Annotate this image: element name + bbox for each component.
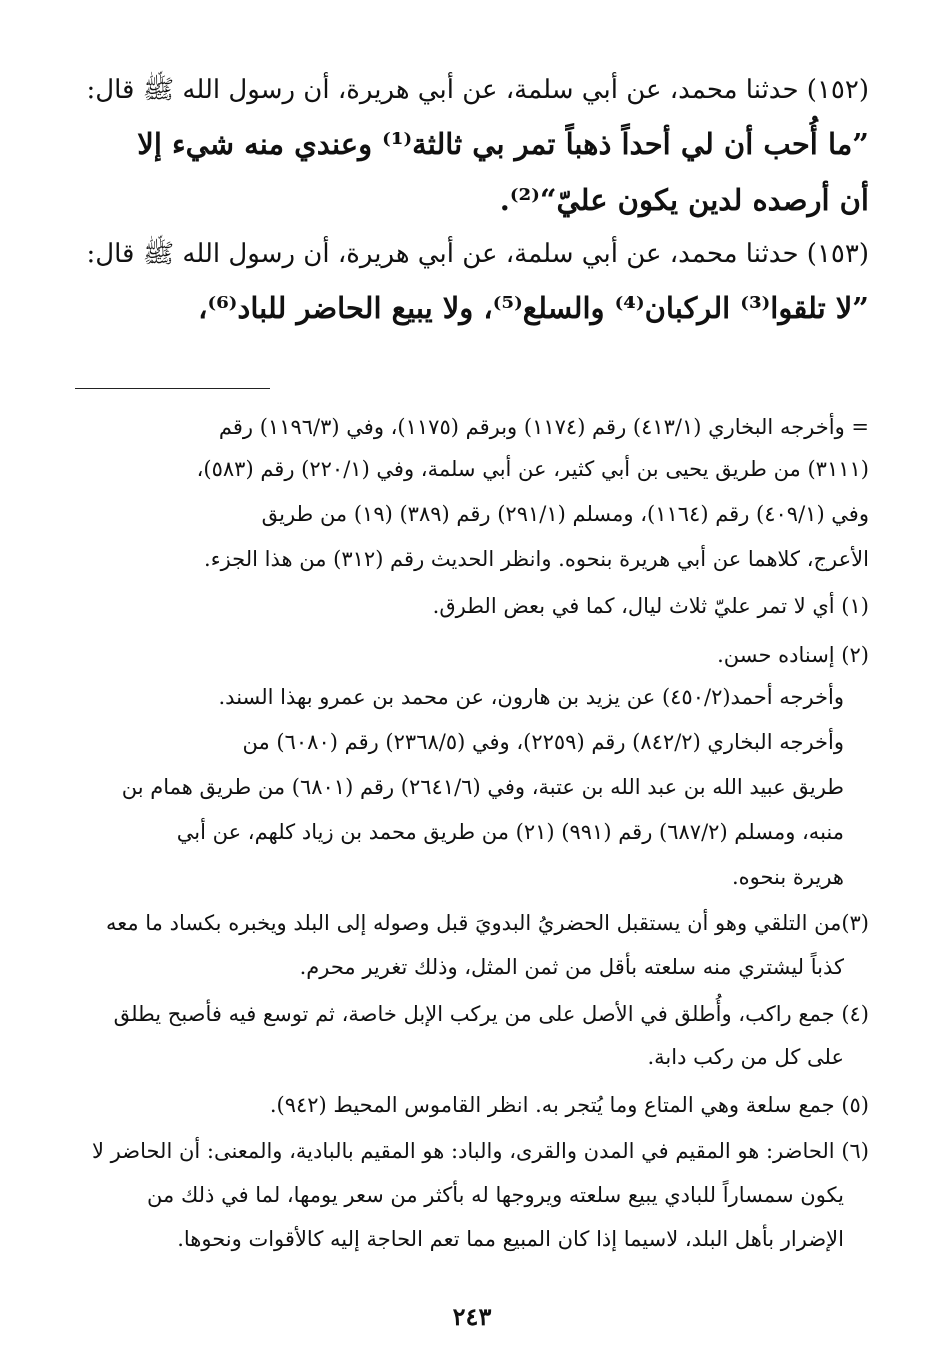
hadith-152-matn-end: أن أرصده لدين يكون عليّ“⁽²⁾.: [499, 183, 869, 217]
footnote-1: (١) أي لا تمر عليّ ثلاث ليال، كما في بعض الطرق.: [432, 594, 869, 618]
hadith-153-isnad: (١٥٣) حدثنا محمد، عن أبي سلمة، عن أبي هريرة، أن رسول الله ﷺ قال:: [86, 239, 869, 269]
footnote-continued-line: = وأخرجه البخاري (٤١٣/١) رقم (١١٧٤) وبرقم (١١٧٥)، وفي (١١٩٦/٣) رقم: [218, 415, 869, 439]
footnote-6-cont: يكون سمساراً للبادي يبيع سلعته ويروجها له بأكثر من سعر يومها، لما في ذلك من: [147, 1183, 844, 1207]
footnote-2-detail: منبه، ومسلم (٦٨٧/٢) رقم (٩٩١) (٢١) من طريق محمد بن زياد كلهم، عن أبي: [176, 820, 844, 844]
hadith-152-isnad: (١٥٢) حدثنا محمد، عن أبي سلمة، عن أبي هريرة، أن رسول الله ﷺ قال:: [86, 75, 869, 105]
footnote-2-detail: طريق عبيد الله بن عبد الله بن عتبة، وفي (٢٦٤١/٦) رقم (٦٨٠١) من طريق همام بن: [121, 775, 844, 799]
footnote-4: (٤) جمع راكب، وأُطلق في الأصل على من يركب الإبل خاصة، ثم توسع فيه فأصبح يطلق: [113, 1002, 869, 1026]
footnote-2-detail: هريرة بنحوه.: [731, 865, 844, 889]
hadith-153-matn: ”لا تلقوا⁽³⁾ الركبان⁽⁴⁾ والسلع⁽⁵⁾، ولا يبيع الحاضر للباد⁽⁶⁾،: [198, 291, 869, 325]
footnote-3-cont: كذباً ليشتري منه سلعته بأقل من ثمن المثل، وذلك تغرير محرم.: [299, 955, 844, 979]
page-number: ٢٤٣: [452, 1302, 492, 1331]
footnote-5: (٥) جمع سلعة وهي المتاع وما يُتجر به. انظر القاموس المحيط (٩٤٢).: [269, 1093, 869, 1117]
footnote-6: (٦) الحاضر: هو المقيم في المدن والقرى، والباد: هو المقيم بالبادية، والمعنى: أن الحاضر لا: [92, 1139, 869, 1163]
footnote-continued-line: الأعرج، كلاهما عن أبي هريرة بنحوه. وانظر الحديث رقم (٣١٢) من هذا الجزء.: [204, 547, 869, 571]
hadith-152-matn: ”ما أُحب أن لي أحداً ذهباً تمر بي ثالثة⁽¹⁾ وعندي منه شيء إلا: [137, 127, 869, 161]
footnote-continued-line: وفي (٤٠٩/١) رقم (١١٦٤)، ومسلم (٢٩١/١) رقم (٣٨٩) (١٩) من طريق: [261, 502, 869, 526]
footnote-separator: [75, 388, 270, 389]
footnote-2-detail: وأخرجه أحمد(٤٥٠/٢) عن يزيد بن هارون، عن محمد بن عمرو بهذا السند.: [218, 685, 844, 709]
footnote-6-cont: الإضرار بأهل البلد، لاسيما إذا كان المبيع مما تعم الحاجة إليه كالأقوات ونحوها.: [177, 1227, 844, 1251]
footnote-3: (٣)من التلقي وهو أن يستقبل الحضريُ البدويَ قبل وصوله إلى البلد ويخبره بكساد ما معه: [105, 911, 869, 935]
footnote-4-cont: على كل من ركب دابة.: [647, 1045, 844, 1069]
footnote-2: (٢) إسناده حسن.: [717, 643, 869, 667]
footnote-continued-line: (٣١١١) من طريق يحيى بن أبي كثير، عن أبي سلمة، وفي (٢٢٠/١) رقم (٥٨٣)،: [196, 457, 869, 481]
footnote-2-detail: وأخرجه البخاري (٨٤٢/٢) رقم (٢٢٥٩)، وفي (٢٣٦٨/٥) رقم (٦٠٨٠) من: [242, 730, 844, 754]
